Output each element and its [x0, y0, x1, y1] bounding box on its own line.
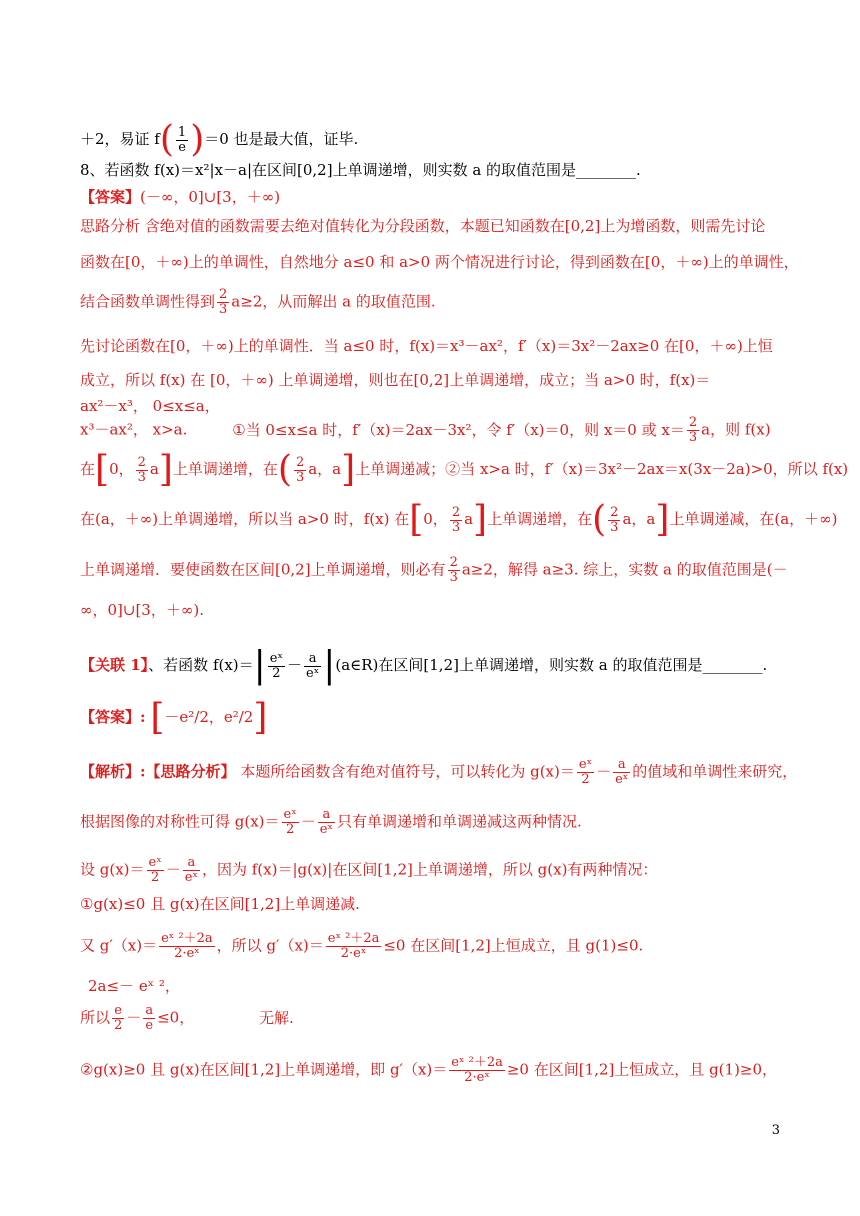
case-1-line: ①g(x)≤0 且 g(x)在区间[1,2]上单调递减.	[80, 895, 360, 913]
explanation-line-1: 【解析】:【思路分析】 本题所给函数含有绝对值符号，可以转化为 g(x)＝ $\frac{\text{eˣ}}{2}$ － $\frac{a}{\text{eˣ}}$ 的值域和单调性来研究，	[80, 757, 798, 787]
fraction	[143, 1004, 155, 1033]
fraction-denominator: 3	[137, 469, 146, 485]
fraction-denominator: 2	[114, 1018, 123, 1033]
fraction	[147, 856, 164, 885]
analysis-line-1: 思路分析 含绝对值的函数需要去绝对值转化为分段函数，本题已知函数在[0,2]上为增函数，则需先讨论	[80, 217, 766, 235]
fraction-denominator: 3	[610, 519, 619, 535]
text-segment: (a∈R)在区间[1,2]上单调递增，则实数 a 的取值范围是________.	[335, 656, 768, 674]
fraction-denominator: eˣ	[615, 772, 629, 787]
fraction-numerator: eˣ ²＋2a	[451, 1055, 503, 1070]
explanation-line-3: 设 g(x)＝ $\frac{\text{eˣ}}{2}$ － $\frac{a}{\text{eˣ}}$ ，因为 f(x)＝|g(x)|在区间[1,2]上单调递增，所以 g(x)有两种情况：	[80, 855, 658, 885]
fraction-numerator: a	[145, 1003, 154, 1018]
text-segment: 设 g(x)＝	[80, 860, 145, 879]
explanation-label: 【解析】:【思路分析】	[80, 762, 236, 781]
related-answer-value: －e²/2，e²/2	[164, 708, 254, 726]
piecewise-case-1: ax²－x³， 0≤x≤a，	[80, 397, 220, 415]
fraction	[217, 288, 229, 317]
bracket-right: )	[190, 119, 205, 160]
related-answer-label: 【答案】:	[80, 708, 146, 726]
fraction-numerator: 2	[219, 287, 228, 302]
analysis-line-2: 函数在[0，＋∞)上的单调性，自然地分 a≤0 和 a>0 两个情况进行讨论，得到函数在[0，＋∞)上的单调性，	[80, 253, 799, 271]
text-segment: a，a	[622, 510, 656, 528]
fraction-numerator: eˣ	[269, 650, 283, 666]
line-proof-end	[80, 119, 359, 160]
text-segment: 、若函数 f(x)＝	[148, 656, 254, 674]
fraction	[448, 556, 460, 585]
fraction-numerator: 2	[688, 415, 698, 430]
fraction	[268, 652, 285, 681]
related-answer	[80, 697, 268, 738]
text-segment: ＋2，易证 f	[80, 130, 160, 148]
bracket-right: ]	[655, 499, 670, 540]
case-1-derivative	[80, 932, 643, 961]
fraction-denominator: 2·eˣ	[340, 946, 367, 961]
text-segment: ≤0 在区间[1,2]上恒成立，且 g(1)≤0.	[383, 936, 644, 955]
fraction-numerator: eˣ	[148, 855, 162, 870]
text-segment: 上单调递增．要使函数在区间[0,2]上单调递增，则必有	[80, 560, 446, 579]
fraction-denominator: e	[145, 1018, 154, 1033]
answer-line	[80, 187, 280, 207]
fraction-denominator: 2	[151, 870, 160, 885]
text-segment: ，因为 f(x)＝|g(x)|在区间[1,2]上单调递增，所以 g(x)有两种情况：	[201, 860, 658, 879]
fraction-denominator: e	[178, 139, 186, 155]
text-segment: 在(a，＋∞)上单调递增，所以当 a>0 时，f(x) 在	[80, 510, 410, 528]
fraction-denominator: 2	[272, 665, 281, 681]
question-8: 8、若函数 f(x)＝x²|x－a|在区间[0,2]上单调递增，则实数 a 的取值范围是________.	[80, 161, 641, 179]
fraction-numerator: a	[304, 652, 321, 667]
abs-left: |	[253, 645, 266, 686]
answer-label: 【答案】	[80, 188, 141, 206]
fraction	[613, 758, 630, 787]
text-segment: ，所以 g′（x)＝	[216, 936, 324, 955]
text-segment: 根据图像的对称性可得 g(x)＝	[80, 812, 280, 831]
fraction	[176, 126, 188, 155]
text-segment: ≥0 在区间[1,2]上恒成立，且 g(1)≥0，	[506, 1060, 778, 1079]
bracket-left: (	[592, 499, 607, 540]
page-number: 3	[771, 1123, 780, 1138]
text-segment: a≥2，从而解出 a 的取值范围.	[231, 292, 436, 311]
fraction-denominator: eˣ	[184, 870, 198, 885]
text-segment: 所以	[80, 1008, 111, 1027]
bracket-left: [	[409, 499, 424, 540]
explanation-line-2: 根据图像的对称性可得 g(x)＝ $\frac{\text{eˣ}}{2}$ － $\frac{a}{\text{eˣ}}$ 只有单调递增和单调递减这两种情况.	[80, 807, 582, 837]
bracket-left: (	[277, 449, 292, 490]
fraction	[318, 808, 335, 837]
fraction-numerator: a	[318, 808, 335, 823]
fraction	[449, 1056, 505, 1085]
answer-value: (－∞，0]∪[3，＋∞)	[140, 188, 281, 206]
fraction	[326, 932, 382, 961]
text-segment: 的值域和单调性来研究，	[632, 762, 798, 781]
text-segment: 又 g′（x)＝	[80, 936, 158, 955]
text-segment: 0，	[423, 510, 448, 528]
fraction-numerator: 2	[449, 555, 458, 570]
fraction-numerator: eˣ ²＋2a	[161, 931, 213, 946]
fraction-numerator: e	[112, 1004, 124, 1019]
system-row-1: 2a≤－ eˣ ²，	[88, 977, 180, 995]
fraction-denominator: 2·eˣ	[174, 946, 200, 961]
fraction-denominator: 3	[219, 302, 228, 317]
text-segment: 上单调递减；②当 x>a 时，f′（x)＝3x²－2ax＝x(3x－2a)>0，所以 f(x)	[355, 460, 849, 478]
text-segment: a，a	[308, 460, 342, 478]
solution-line-3	[80, 416, 780, 445]
text-segment: 上单调递增，在	[487, 510, 593, 528]
solution-line-6	[80, 556, 788, 585]
fraction-denominator: 3	[449, 570, 458, 585]
bracket-left: [	[95, 449, 110, 490]
fraction	[304, 652, 321, 681]
bracket-right: ]	[253, 697, 268, 738]
text-segment: ≤0，	[157, 1008, 195, 1027]
fraction-numerator: a	[613, 758, 630, 773]
case-2-line	[80, 1056, 777, 1085]
fraction-denominator: eˣ	[319, 822, 333, 837]
fraction-denominator: 3	[451, 519, 461, 535]
fraction-numerator: eˣ ²＋2a	[327, 931, 380, 946]
text-segment: a，则 f(x)	[701, 420, 771, 439]
fraction-denominator: 3	[295, 469, 305, 485]
text-segment: a≥2，解得 a≥3. 综上，实数 a 的取值范围是(－	[461, 560, 788, 579]
text-segment: 无解.	[258, 1008, 294, 1027]
bracket-right: ]	[341, 449, 356, 490]
piecewise-case-2: x³－ax²， x>a.	[80, 420, 188, 439]
solution-line-5: 在(a，＋∞)上单调递增，所以当 a>0 时，f(x) 在[0， $\frac{2}{3}$ a]上单调递增，在( $\frac{2}{3}$ a，a]上单调递减，在(a，＋∞)	[80, 499, 838, 540]
bracket-right: ]	[473, 499, 488, 540]
fraction	[112, 1004, 124, 1033]
fraction-numerator: 1	[177, 124, 187, 140]
fraction-denominator: eˣ	[306, 665, 320, 681]
solution-line-1: 先讨论函数在[0，＋∞)上的单调性．当 a≤0 时，f(x)＝x³－ax²，f′（x)＝3x²－2ax≥0 在[0，＋∞)上恒	[80, 337, 773, 355]
text-segment: 上单调递减，在(a，＋∞)	[669, 510, 838, 528]
fraction-numerator: eˣ	[578, 757, 593, 772]
fraction	[687, 416, 699, 445]
fraction-denominator: 3	[688, 430, 698, 445]
fraction	[183, 856, 200, 885]
text-segment: 在	[80, 460, 96, 478]
fraction-numerator: 2	[610, 504, 619, 520]
text-segment: ＝0 也是最大值，证毕.	[204, 130, 359, 148]
fraction-numerator: 2	[295, 454, 305, 470]
related-question-1: 【关联 1】、若函数 f(x)＝| $\frac{\text{eˣ}}{2}$ － $\frac{a}{\text{eˣ}}$ |(a∈R)在区间[1,2]上单调递增，则实数 a 的取值范围是________.	[80, 645, 768, 686]
text-segment: 0，	[109, 460, 134, 478]
fraction	[282, 808, 299, 837]
related-label: 【关联 1】	[80, 656, 149, 674]
analysis-line-3	[80, 288, 436, 317]
text-segment: 只有单调递增和单调递减这两种情况.	[336, 812, 582, 831]
solution-line-2: 成立，所以 f(x) 在 [0，＋∞) 上单调递增，则也在[0,2]上单调递增，成立；当 a>0 时，f(x)＝	[80, 371, 711, 389]
solution-line-4: 在[0， $\frac{2}{3}$ a]上单调递增，在( $\frac{2}{3}$ a，a]上单调递减；②当 x>a 时，f′（x)＝3x²－2ax＝x(3x－2a)>0，所以 f(x)	[80, 449, 849, 490]
fraction	[450, 506, 462, 535]
bracket-left: (	[159, 119, 174, 160]
fraction	[608, 506, 620, 535]
fraction-numerator: 2	[451, 504, 461, 520]
fraction	[577, 758, 594, 787]
abs-right: |	[323, 645, 336, 686]
fraction-numerator: 2	[137, 454, 146, 470]
text-segment: 本题所给函数含有绝对值符号，可以转化为 g(x)＝	[240, 762, 575, 781]
fraction	[136, 456, 148, 485]
fraction	[159, 932, 215, 961]
text-segment: 上单调递增，在	[172, 460, 278, 478]
system-row-2: 所以 $\frac{e}{2}$ － $\frac{a}{e}$ ≤0， 无解.	[80, 1003, 294, 1033]
fraction-numerator: a	[183, 856, 200, 871]
fraction-denominator: 2	[581, 772, 590, 787]
fraction-denominator: 2	[286, 822, 295, 837]
bracket-right: ]	[158, 449, 173, 490]
solution-line-7: ∞，0]∪[3，＋∞).	[80, 601, 204, 619]
fraction-denominator: 2·eˣ	[464, 1070, 490, 1085]
fraction	[294, 456, 306, 485]
text-segment: ②g(x)≥0 且 g(x)在区间[1,2]上单调递增，即 g′（x)＝	[80, 1060, 448, 1079]
fraction-numerator: eˣ	[283, 807, 297, 822]
text-segment: ①当 0≤x≤a 时，f′（x)＝2ax－3x²，令 f′（x)＝0，则 x＝0 或 x＝	[232, 420, 685, 439]
bracket-left: [	[150, 697, 165, 738]
text-segment: 结合函数单调性得到	[80, 292, 216, 311]
